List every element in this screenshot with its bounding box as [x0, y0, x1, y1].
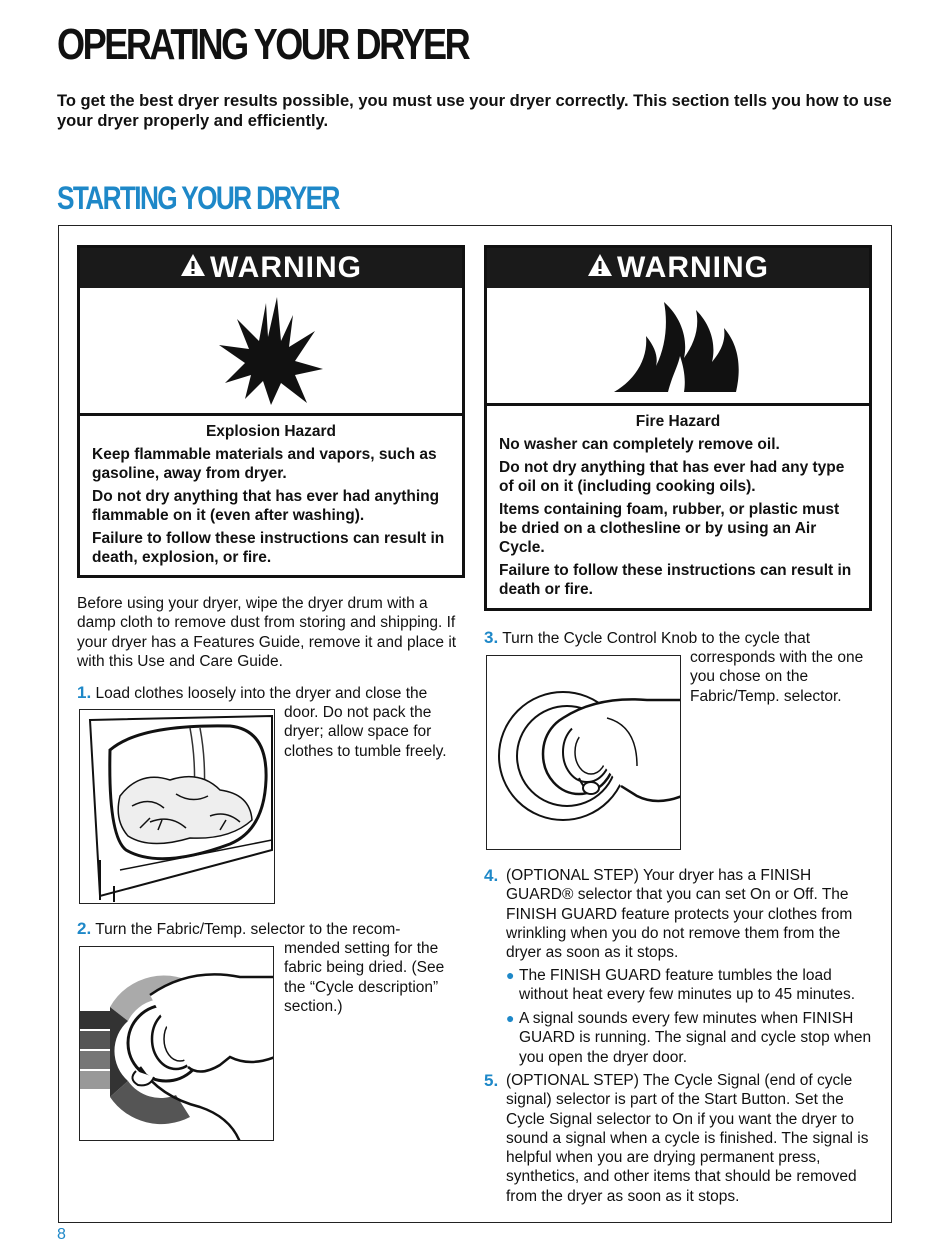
bullet-item: ● A signal sounds every few minutes when FINISH GUARD is running. The signal and cycle stop when you open the dryer door.	[506, 1010, 872, 1066]
step-2-continued: mended setting for the fabric being dried. (See the “Cycle description” section.)	[284, 940, 445, 1015]
warning-line: No washer can completely remove oil.	[499, 436, 780, 453]
before-using-paragraph: Before using your dryer, wipe the dryer drum with a damp cloth to remove dust from storing and shipping. If your dryer has a Features Guide, remove it and place it with this Use and Care Guide.	[77, 595, 457, 670]
step-2	[77, 919, 467, 939]
step-text: (OPTIONAL STEP) Your dryer has a FINISH GUARD® selector that you can set On or Off. The FINISH GUARD feature protects your clothes from wrinkling when you do not remove them from the dryer as soon as it stops.	[506, 867, 853, 962]
cycle-control-knob-illustration	[486, 655, 681, 850]
step-number: 1.	[77, 683, 92, 702]
warning-line: Items containing foam, rubber, or plastic must be dried on a clothesline or by using an Air Cycle.	[499, 501, 840, 556]
warning-header	[487, 248, 869, 288]
step-number: 4.	[484, 866, 499, 885]
warning-triangle-icon	[180, 251, 206, 285]
warning-header	[80, 248, 462, 288]
bullet-item: ● The FINISH GUARD feature tumbles the load without heat every few minutes up to 45 minutes.	[506, 967, 856, 1004]
warning-line: Failure to follow these instructions can result in death or fire.	[499, 562, 852, 598]
fire-warning-box	[484, 245, 872, 611]
step-1-continued: door. Do not pack the dryer; allow space for clothes to tumble freely.	[284, 704, 447, 760]
step-number: 5.	[484, 1071, 499, 1090]
step-3	[484, 628, 874, 648]
dryer-drum-illustration	[79, 709, 275, 904]
warning-line: Do not dry anything that has ever had anything flammable on it (even after washing).	[92, 488, 440, 524]
step-4	[484, 866, 884, 962]
intro-paragraph: To get the best dryer results possible, you must use your dryer correctly. This section tells you how to use your dryer properly and efficiently.	[57, 92, 892, 130]
page-title: OPERATING YOUR DRYER	[57, 20, 469, 69]
step-text: Load clothes loosely into the dryer and close the	[95, 685, 428, 702]
warning-label: WARNING	[617, 251, 769, 284]
step-text: (OPTIONAL STEP) The Cycle Signal (end of cycle signal) selector is part of the Start Button. Set the Cycle Signal selector to On if you want the dryer to sound a signal when a cycle is finished. The signal is helpful when you are drying permanent press, synthetics, and other items that should be removed from the dryer as soon as it stops.	[506, 1072, 869, 1205]
step-5	[484, 1071, 884, 1206]
warning-line: Keep flammable materials and vapors, such as gasoline, away from dryer.	[92, 446, 437, 482]
hazard-title: Explosion Hazard	[205, 423, 337, 440]
explosion-warning-box	[77, 245, 465, 578]
fire-icon	[487, 288, 869, 406]
bullet-dot-icon: ●	[506, 967, 515, 983]
step-text: Turn the Cycle Control Knob to the cycle that	[502, 630, 811, 647]
explosion-icon	[80, 288, 462, 416]
step-number: 2.	[77, 919, 92, 938]
warning-line: Failure to follow these instructions can result in death, explosion, or fire.	[92, 530, 445, 566]
page-number: 8	[57, 1226, 66, 1243]
warning-triangle-icon	[587, 251, 613, 285]
step-1	[77, 683, 467, 703]
step-number: 3.	[484, 628, 499, 647]
warning-label: WARNING	[210, 251, 362, 284]
bullet-dot-icon: ●	[506, 1010, 515, 1026]
step-3-continued: corresponds with the one you chose on the Fabric/Temp. selector.	[690, 649, 864, 705]
step-text: Turn the Fabric/Temp. selector to the recom-	[95, 921, 401, 938]
hazard-title: Fire Hazard	[635, 413, 721, 430]
warning-line: Do not dry anything that has ever had any type of oil on it (including cooking oils).	[499, 459, 845, 495]
section-title: STARTING YOUR DRYER	[57, 180, 339, 216]
fabric-temp-selector-illustration	[79, 946, 274, 1141]
